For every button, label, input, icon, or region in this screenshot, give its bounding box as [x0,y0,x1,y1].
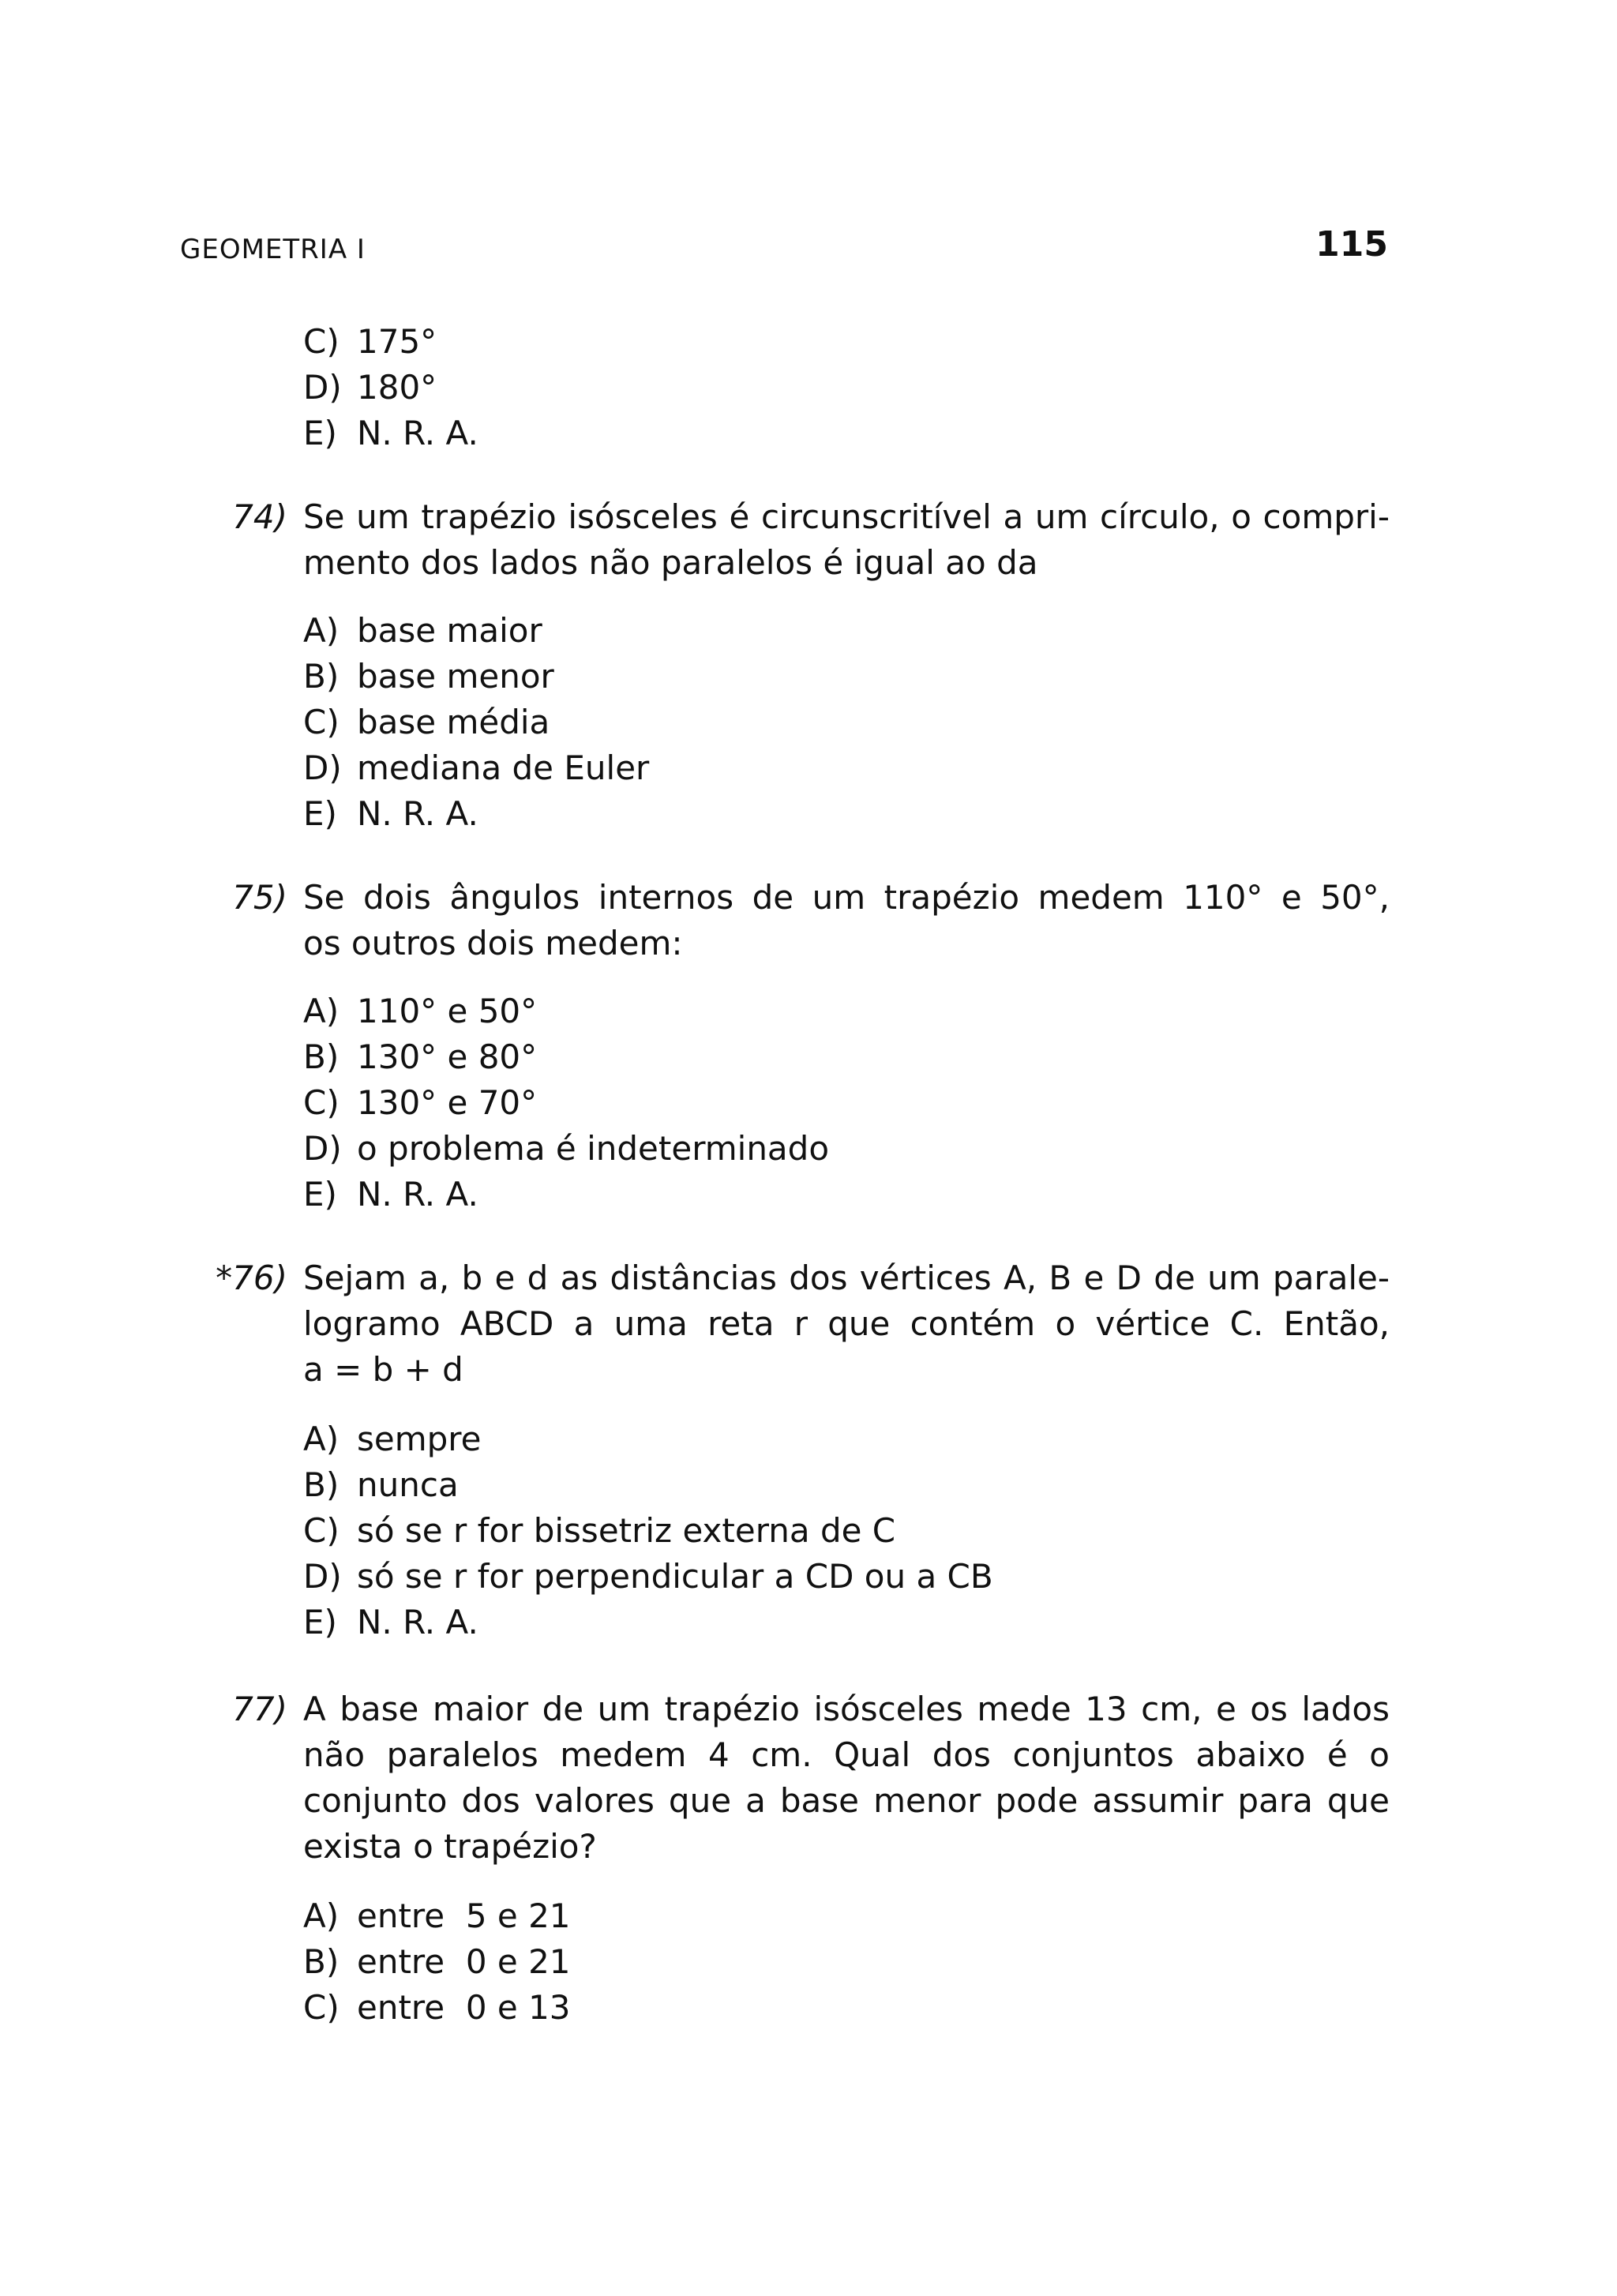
question-75-line: Se dois ângulos internos de um trapézio medem 110° e 50°, [303,878,1390,917]
question-74-line: mento dos lados não paralelos é igual ao da [303,543,1038,582]
option-c-77: C) entre 0 e 13 [303,1988,571,2027]
question-number-75: 75) [232,878,287,917]
option-a-76: A) sempre [303,1420,482,1458]
option-e-74: E) N. R. A. [303,794,478,833]
question-76-line: Sejam a, b e d as distâncias dos vértices A, B e D de um parale- [303,1259,1390,1297]
question-75-line: os outros dois medem: [303,924,683,962]
question-77-line: conjunto dos valores que a base menor pode assumir para que [303,1781,1390,1820]
option-b-77: B) entre 0 e 21 [303,1942,571,1981]
question-76-line: logramo ABCD a uma reta r que contém o vértice C. Então, [303,1304,1390,1343]
option-e-75: E) N. R. A. [303,1175,478,1214]
question-number-76: *76) [216,1259,287,1297]
option-c-75: C) 130° e 70° [303,1083,538,1122]
question-74-line: Se um trapézio isósceles é circunscritível a um círculo, o compri- [303,497,1390,536]
question-77-line: não paralelos medem 4 cm. Qual dos conjuntos abaixo é o [303,1735,1390,1774]
option-e-76: E) N. R. A. [303,1603,478,1641]
option-b-75: B) 130° e 80° [303,1037,538,1076]
option-d-prev: D) 180° [303,368,437,407]
question-number-74: 74) [232,497,287,536]
question-number-77: 77) [232,1690,287,1728]
option-c-prev: C) 175° [303,322,437,361]
option-d-76: D) só se r for perpendicular a CD ou a CB [303,1557,993,1596]
option-a-75: A) 110° e 50° [303,992,538,1030]
option-a-74: A) base maior [303,611,542,650]
option-c-74: C) base média [303,703,550,741]
question-76-line: a = b + d [303,1350,463,1389]
page-number: 115 [1315,224,1388,264]
option-c-76: C) só se r for bissetriz externa de C [303,1511,896,1550]
option-e-prev: E) N. R. A. [303,414,478,452]
option-d-74: D) mediana de Euler [303,748,650,787]
option-b-76: B) nunca [303,1465,459,1504]
option-a-77: A) entre 5 e 21 [303,1896,571,1935]
option-d-75: D) o problema é indeterminado [303,1129,830,1168]
question-77-line: exista o trapézio? [303,1827,597,1866]
running-header: GEOMETRIA I [180,234,366,265]
question-77-line: A base maior de um trapézio isósceles mede 13 cm, e os lados [303,1690,1390,1728]
option-b-74: B) base menor [303,657,554,696]
